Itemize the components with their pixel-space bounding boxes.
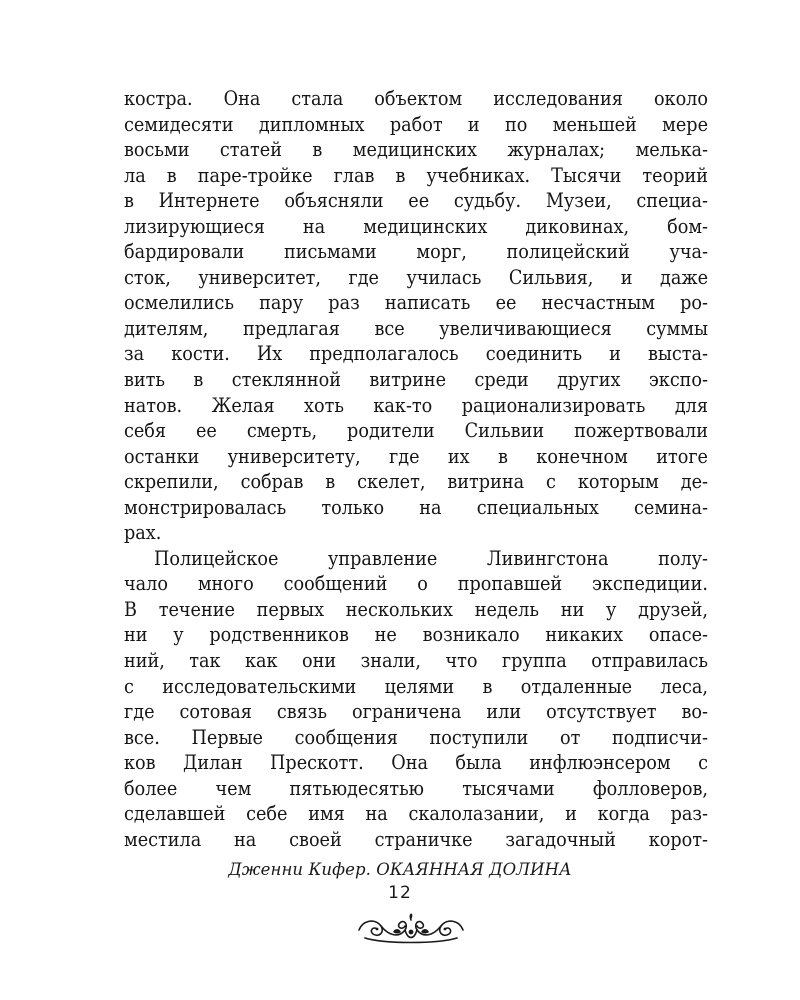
text-line: сделавшей себе имя на скалолазании, и когда раз- xyxy=(124,802,708,826)
text-line: в Интернете объясняли ее судьбу. Музеи, специа- xyxy=(124,189,708,213)
text-line: где сотовая связь ограничена или отсутствует во- xyxy=(124,700,708,724)
text-line: В течение первых нескольких недель ни у друзей, xyxy=(124,597,708,621)
text-line: за кости. Их предполагалось соединить и выста- xyxy=(124,342,708,366)
text-line: ни у родственников не возникало никаких опасе- xyxy=(124,623,708,647)
text-line: осмелились пару раз написать ее несчастным ро- xyxy=(124,291,708,315)
text-line: более чем пятьюдесятью тысячами фолловеров, xyxy=(124,776,708,800)
text-line: себя ее смерть, родители Сильвии пожертвовали xyxy=(124,419,708,443)
running-footer-credit: Дженни Кифер. ОКАЯННАЯ ДОЛИНА xyxy=(228,860,572,879)
text-line: Полицейское управление Ливингстона полу- xyxy=(154,546,708,570)
text-line: вить в стеклянной витрине среди других экспо- xyxy=(124,368,708,392)
text-line: ла в паре-тройке глав в учебниках. Тысячи теорий xyxy=(124,163,708,187)
text-line: рах. xyxy=(124,521,162,545)
text-line: ний, так как они знали, что группа отправилась xyxy=(124,649,708,673)
text-line: семидесяти дипломных работ и по меньшей мере xyxy=(124,112,708,136)
text-line: останки университету, где их в конечном итоге xyxy=(124,444,708,468)
text-line: бардировали письмами морг, полицейский уча- xyxy=(124,240,708,264)
scroll-flourish-icon xyxy=(355,910,467,946)
text-line: восьми статей в медицинских журналах; мелька- xyxy=(124,138,708,162)
text-line: скрепили, собрав в скелет, витрина с которым де- xyxy=(124,470,708,494)
text-line: монстрировалась только на специальных семина- xyxy=(124,495,708,519)
text-line: все. Первые сообщения поступили от подписчи- xyxy=(124,725,708,749)
text-line: лизирующиеся на медицинских диковинах, бом- xyxy=(124,214,708,238)
text-line: дителям, предлагая все увеличивающиеся суммы xyxy=(124,316,708,340)
body-text xyxy=(124,86,708,852)
text-line: ков Дилан Прескотт. Она была инфлюэнсером с xyxy=(124,751,708,775)
text-line: натов. Желая хоть как-то рационализировать для xyxy=(124,393,708,417)
text-line: с исследовательскими целями в отдаленные леса, xyxy=(124,674,708,698)
text-line: сток, университет, где училась Сильвия, и даже xyxy=(124,265,708,289)
text-line: костра. Она стала объектом исследования около xyxy=(124,87,708,110)
text-line: чало много сообщений о пропавшей экспедиции. xyxy=(124,572,708,596)
page-number: 12 xyxy=(388,883,412,903)
text-line: местила на своей страничке загадочный корот- xyxy=(124,827,708,851)
